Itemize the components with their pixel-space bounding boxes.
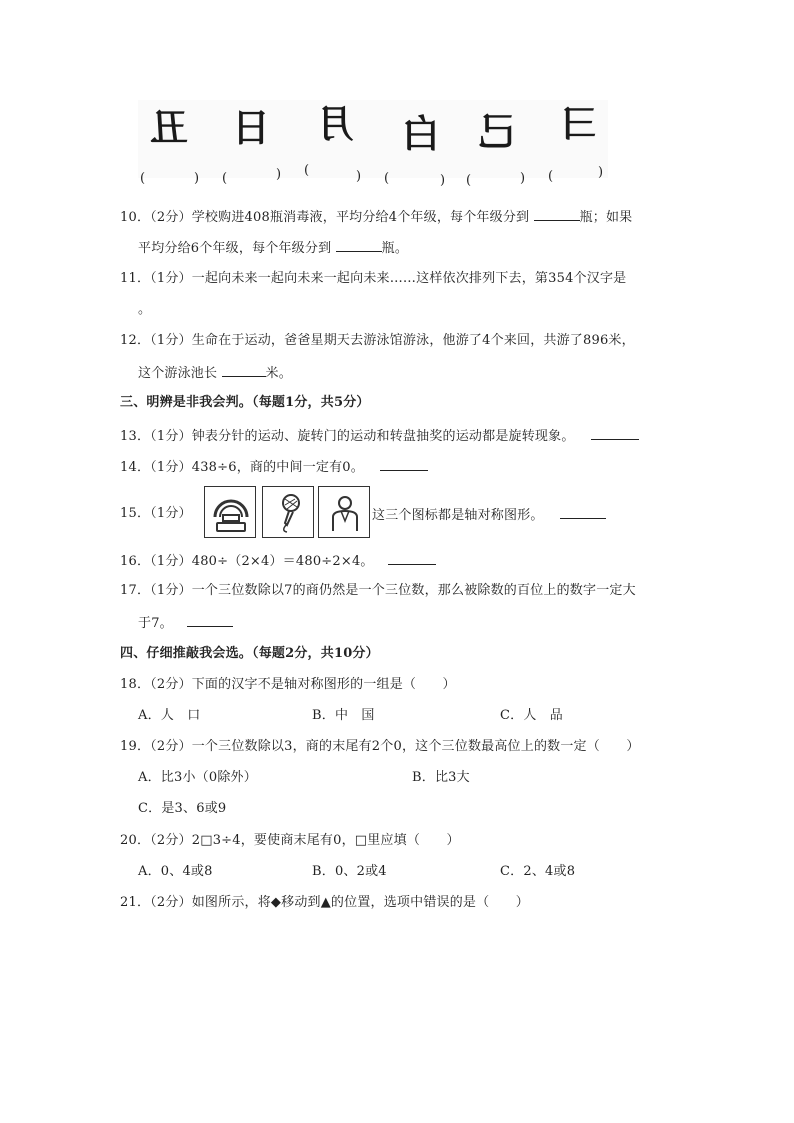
paren-open: ( [304,163,310,178]
paren-open: ( [140,171,146,186]
microphone-icon-box [262,486,314,538]
question-18: 18．（2分）下面的汉字不是轴对称图形的一组是（ ） [120,677,456,692]
question-10-line-1: 10．（2分）学校购进408瓶消毒液，平均分给4个年级，每个年级分到 瓶；如果 [120,210,633,225]
question-13: 13．（1分）钟表分针的运动、旋转门的运动和转盘抽奖的运动都是旋转现象。 [120,427,639,445]
question-21: 21．（2分）如图所示，将◆移动到▲的位置，选项中错误的是（ ） [120,895,529,910]
option-a[interactable]: A．比3小（0除外） [138,770,257,785]
glyph-5: 己 [478,110,517,154]
question-15-text: 这三个图标都是轴对称图形。 [372,506,606,524]
option-a[interactable]: A．人 口 [138,708,201,723]
paren-open: ( [548,169,554,184]
answer-blank[interactable] [222,364,266,377]
answer-blank[interactable] [336,239,382,252]
answer-blank[interactable] [591,427,639,440]
question-19: 19．（2分）一个三位数除以3，商的末尾有2个0，这个三位数最高位上的数一定（ ） [120,739,640,754]
question-17-line-2: 于7。 [138,614,233,632]
question-12-line-2: 这个游泳池长 米。 [138,366,292,381]
option-b[interactable]: B．比3大 [412,770,470,785]
question-11-line-2: 。 [138,302,152,317]
glyph-1: 丑 [150,106,189,150]
paren-open: ( [466,173,472,188]
section-3-heading: 三、明辨是非我会判。（每题1分，共5分） [120,395,370,410]
question-16: 16．（1分）480÷（2×4）＝480÷2×4。 [120,552,436,570]
microphone-icon [267,491,311,535]
mirrored-characters-figure [138,100,608,178]
glyph-4: 白 [402,112,441,156]
paren-close: ) [520,171,526,186]
option-b[interactable]: B．中 国 [312,708,375,723]
person-icon-box [318,486,370,538]
paren-close: ) [598,165,604,180]
glyph-2: 日 [232,106,271,150]
option-c[interactable]: C．人 品 [500,708,563,723]
telephone-icon [209,491,253,535]
telephone-icon-box [204,486,256,538]
answer-blank[interactable] [560,506,606,519]
question-11-line-1: 11．（1分）一起向未来一起向未来一起向未来……这样依次排列下去，第354个汉字是 [120,271,627,286]
option-c[interactable]: C．2、4或8 [500,864,576,879]
option-b[interactable]: B．0、2或4 [312,864,387,879]
question-15-prefix: 15．（1分） [120,506,192,521]
question-17-line-1: 17．（1分）一个三位数除以7的商仍然是一个三位数，那么被除数的百位上的数字一定大 [120,583,636,598]
question-14: 14．（1分）438÷6，商的中间一定有0。 [120,458,428,476]
paren-open: ( [222,171,228,186]
option-c[interactable]: C．是3、6或9 [138,801,227,816]
paren-close: ) [276,167,282,182]
paren-open: ( [384,171,390,186]
answer-blank[interactable] [534,208,580,221]
answer-blank[interactable] [388,552,436,565]
question-20: 20．（2分）2□3÷4，要使商末尾有0，□里应填（ ） [120,833,460,848]
answer-blank[interactable] [380,458,428,471]
glyph-3: 月 [316,102,355,146]
paren-close: ) [440,173,446,188]
answer-blank[interactable] [187,614,233,627]
paren-close: ) [356,169,362,184]
person-icon [323,491,367,535]
paren-close: ) [194,171,200,186]
option-a[interactable]: A．0、4或8 [138,864,213,879]
question-10-line-2: 平均分给6个年级，每个年级分到 瓶。 [138,241,409,256]
question-12-line-1: 12．（1分）生命在于运动，爸爸星期天去游泳馆游泳，他游了4个来回，共游了896米， [120,333,635,348]
section-4-heading: 四、仔细推敲我会选。（每题2分，共10分） [120,646,379,661]
glyph-6: 彐 [560,102,599,146]
